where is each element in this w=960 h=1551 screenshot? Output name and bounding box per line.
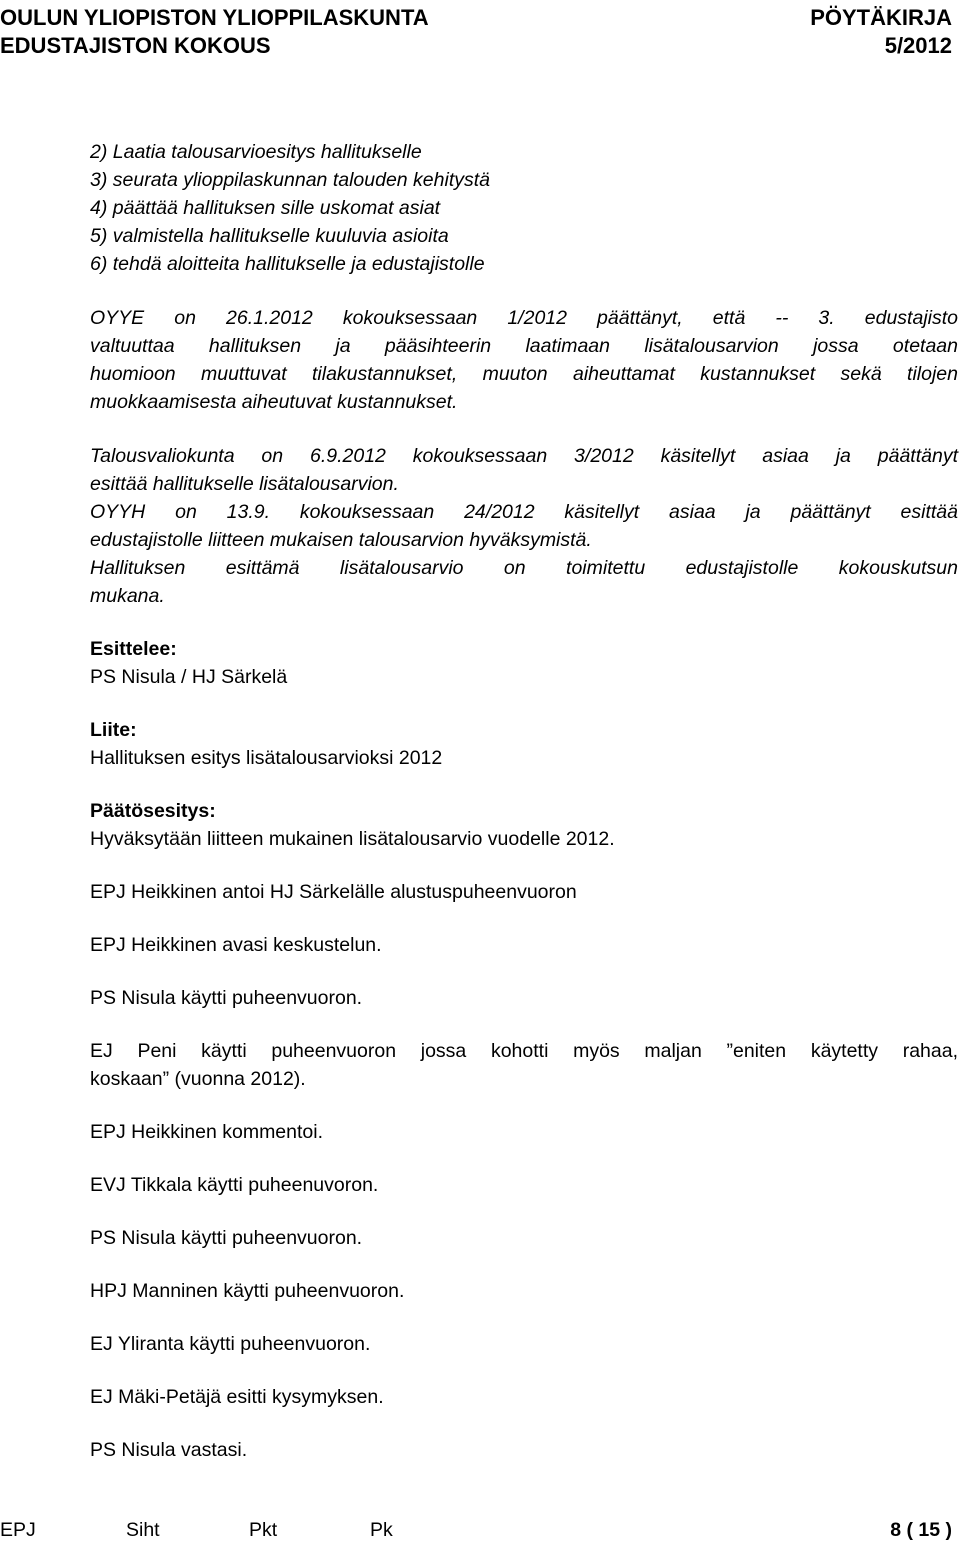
page-number: 8 ( 15 ) xyxy=(890,1519,952,1541)
meeting-number: 5/2012 xyxy=(884,33,952,58)
paragraph-line: OYYE on 26.1.2012 kokouksessaan 1/2012 päättänyt, että -- 3. edustajisto xyxy=(90,307,958,329)
minutes-entry: EPJ Heikkinen antoi HJ Särkelälle alustuspuheenvuoron xyxy=(90,881,577,903)
organization-name: OULUN YLIOPISTON YLIOPPILASKUNTA xyxy=(0,5,429,30)
page-footer xyxy=(0,1519,952,1551)
attachment-value: Hallituksen esitys lisätalousarvioksi 2012 xyxy=(90,747,443,769)
presenter-value: PS Nisula / HJ Särkelä xyxy=(90,666,288,688)
paragraph-line: Talousvaliokunta on 6.9.2012 kokouksessaan 3/2012 käsitellyt asiaa ja päättänyt xyxy=(90,445,958,467)
footer-epj: EPJ xyxy=(0,1519,36,1541)
paragraph-line: huomioon muuttuvat tilakustannukset, muuton aiheuttamat kustannukset sekä tilojen xyxy=(90,363,958,385)
minutes-entry-toast xyxy=(90,1037,958,1093)
minutes-entry: PS Nisula vastasi. xyxy=(90,1439,248,1461)
document-body xyxy=(90,138,958,1464)
footer-pk: Pk xyxy=(370,1519,393,1541)
minutes-entry: EPJ Heikkinen kommentoi. xyxy=(90,1121,324,1143)
footer-siht: Siht xyxy=(126,1519,160,1541)
meeting-name: EDUSTAJISTON KOKOUS xyxy=(0,33,271,58)
proposal-label: Päätösesitys: xyxy=(90,800,216,822)
list-item: 6) tehdä aloitteita hallitukselle ja edustajistolle xyxy=(90,253,485,275)
minutes-entry: HPJ Manninen käytti puheenvuoron. xyxy=(90,1280,405,1302)
paragraph-line: muokkaamisesta aiheutuvat kustannukset. xyxy=(90,391,458,413)
paragraph-line: koskaan” (vuonna 2012). xyxy=(90,1068,306,1090)
paragraph-line: mukana. xyxy=(90,585,165,607)
decision-paragraph xyxy=(90,304,958,416)
paragraph-line: OYYH on 13.9. kokouksessaan 24/2012 käsitellyt asiaa ja päättänyt esittää xyxy=(90,501,958,523)
minutes-entry: EJ Yliranta käytti puheenvuoron. xyxy=(90,1333,371,1355)
footer-pkt: Pkt xyxy=(249,1519,278,1541)
committee-paragraph xyxy=(90,442,958,610)
paragraph-line: esittää hallitukselle lisätalousarvion. xyxy=(90,473,399,495)
presenter-label: Esittelee: xyxy=(90,638,177,660)
proposal-section xyxy=(90,797,958,853)
document-type: PÖYTÄKIRJA xyxy=(810,5,952,30)
minutes-entry: EJ Mäki-Petäjä esitti kysymyksen. xyxy=(90,1386,384,1408)
page-header xyxy=(0,4,952,60)
minutes-entry: EPJ Heikkinen avasi keskustelun. xyxy=(90,934,382,956)
attachment-label: Liite: xyxy=(90,719,137,741)
paragraph-line: EJ Peni käytti puheenvuoron jossa kohotti myös maljan ”eniten käytetty rahaa, xyxy=(90,1040,958,1062)
paragraph-line: valtuuttaa hallituksen ja pääsihteerin laatimaan lisätalousarvion jossa otetaan xyxy=(90,335,958,357)
presenter-section xyxy=(90,635,958,691)
list-item: 3) seurata ylioppilaskunnan talouden kehitystä xyxy=(90,169,491,191)
attachment-section xyxy=(90,716,958,772)
minutes-entry: EVJ Tikkala käytti puheenuvoron. xyxy=(90,1174,379,1196)
paragraph-line: edustajistolle liitteen mukaisen talousarvion hyväksymistä. xyxy=(90,529,592,551)
proposal-value: Hyväksytään liitteen mukainen lisätalousarvio vuodelle 2012. xyxy=(90,828,615,850)
list-item: 4) päättää hallituksen sille uskomat asiat xyxy=(90,197,441,219)
list-item: 2) Laatia talousarvioesitys hallitukselle xyxy=(90,141,422,163)
list-item: 5) valmistella hallitukselle kuuluvia asioita xyxy=(90,225,449,247)
paragraph-line: Hallituksen esittämä lisätalousarvio on toimitettu edustajistolle kokouskutsun xyxy=(90,557,958,579)
minutes-entry: PS Nisula käytti puheenvuoron. xyxy=(90,1227,363,1249)
minutes-entry: PS Nisula käytti puheenvuoron. xyxy=(90,987,363,1009)
task-list xyxy=(90,138,958,278)
